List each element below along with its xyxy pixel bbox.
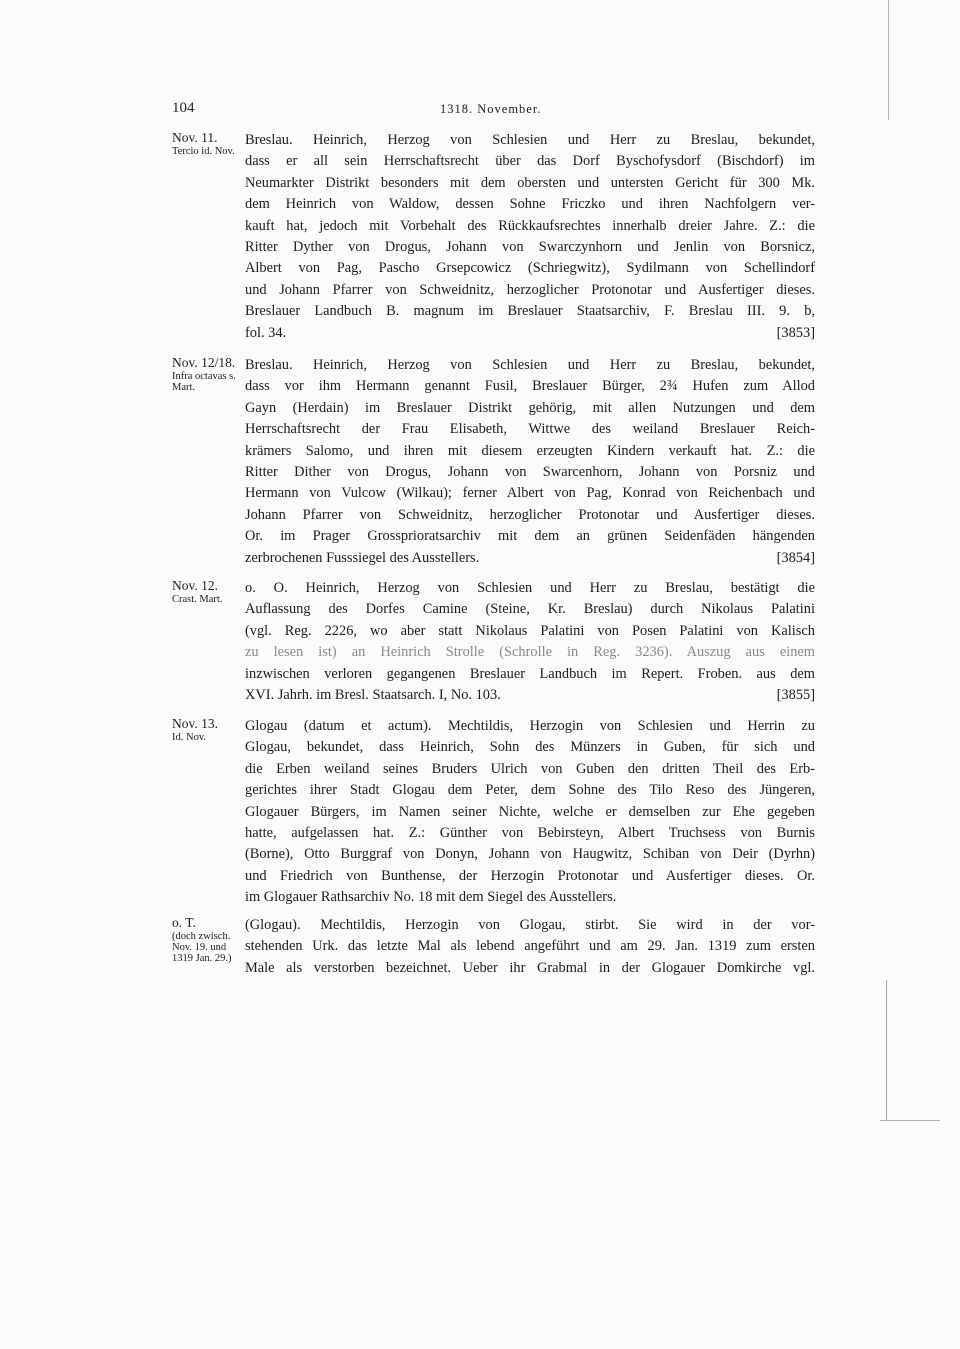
entry-feast-day: Tercio id. Nov.	[172, 146, 235, 157]
text-line: Breslau. Heinrich, Herzog von Schlesien und Herr zu Breslau, bekundet,	[245, 132, 815, 148]
register-number: [3855]	[776, 687, 815, 704]
entry-date: Nov. 13.	[172, 716, 218, 731]
text-line: (Borne), Otto Burggraf von Donyn, Johann von Haugwitz, Schiban von Deir (Dyrhn)	[245, 846, 815, 863]
text-line: hatte, aufgelassen hat. Z.: Günther von Bebirsteyn, Albert Truchsess von Burnis	[245, 825, 815, 842]
entry-date: Nov. 12.	[172, 578, 218, 593]
text-line: die Erben weiland seines Bruders Ulrich von Guben den dritten Theil des Erb-	[245, 760, 815, 777]
entry-feast-day: Infra octavas s. Mart.	[172, 371, 236, 393]
text-line: und Friedrich von Bunthense, der Herzogin Protonotar und Ausfertiger dieses. Or.	[245, 867, 815, 884]
entry-date-margin	[172, 355, 246, 393]
entry-date-margin	[172, 716, 246, 743]
text-line: Albert von Pag, Pascho Grsepcowicz (Schriegwitz), Sydilmann von Schellindorf	[245, 260, 815, 277]
text-line: Ritter Dither von Drogus, Johann von Swarcenhorn, Johann von Porsniz und	[245, 464, 815, 481]
entry-text	[245, 716, 815, 909]
text-line: Gayn (Herdain) im Breslauer Distrikt gehörig, mit allen Nutzungen und dem	[245, 399, 815, 416]
text-line: (Glogau). Mechtildis, Herzogin von Glogau, stirbt. Sie wird in der vor-	[245, 917, 815, 933]
entry-feast-day: Id. Nov.	[172, 732, 207, 743]
regest-entry	[172, 578, 815, 706]
entry-date-margin	[172, 578, 246, 605]
running-head: 1318. November.	[440, 102, 542, 116]
text-line: Glogauer Bürgers, im Namen seiner Nichte, welche er demselben zur Ehe gegeben	[245, 803, 815, 820]
text-line: dem Heinrich von Waldow, dessen Sohne Friczko und ihren Nachfolgern ver-	[245, 196, 815, 213]
text-line: Herrschaftsrecht der Frau Elisabeth, Wittwe des weiland Breslauer Reich-	[245, 421, 815, 438]
regest-entry	[172, 915, 815, 979]
entry-text	[245, 355, 815, 569]
text-line: dass vor ihm Hermann genannt Fusil, Breslauer Bürger, 2¾ Hufen zum Allod	[245, 378, 815, 395]
text-line: Glogau (datum et actum). Mechtildis, Herzogin von Schlesien und Herrin zu	[245, 718, 815, 734]
text-line: (vgl. Reg. 2226, wo aber statt Nikolaus Palatini von Posen Palatini von Kalisch	[245, 622, 815, 639]
entry-date: Nov. 12/18.	[172, 355, 236, 370]
register-number: [3854]	[776, 549, 815, 566]
text-line: dass er all sein Herrschaftsrecht über das Dorf Byschofysdorf (Bischdorf) im	[245, 153, 815, 170]
text-line: Breslau. Heinrich, Herzog von Schlesien und Herr zu Breslau, bekundet,	[245, 357, 815, 373]
text-line: und Johann Pfarrer von Schweidnitz, herzoglicher Protonotar und Ausfertiger dieses.	[245, 281, 815, 298]
entry-feast-day: Crast. Mart.	[172, 594, 223, 605]
scan-edge-line	[888, 0, 889, 120]
text-line-last	[245, 548, 815, 569]
text-line: Or. im Prager Grossprioratsarchiv mit dem an grünen Seidenfäden hängenden	[245, 528, 815, 545]
text-line-faded: zu lesen ist) an Heinrich Strolle (Schrolle in Reg. 3236). Auszug aus einem	[245, 644, 815, 661]
entry-text	[245, 915, 815, 979]
text-line: im Glogauer Rathsarchiv No. 18 mit dem Siegel des Ausstellers.	[245, 889, 617, 906]
entry-text	[245, 578, 815, 706]
entry-date-margin	[172, 130, 246, 157]
page-header	[172, 100, 812, 126]
text-line: Breslauer Landbuch B. magnum im Breslauer Staatsarchiv, F. Breslau III. 9. b,	[245, 303, 815, 320]
text-line: fol. 34.	[245, 324, 287, 341]
register-number: [3853]	[776, 324, 815, 341]
text-line: kauft hat, jedoch mit Vorbehalt des Rückkaufsrechtes innerhalb dreier Jahre. Z.: die	[245, 217, 815, 234]
text-line: Johann Pfarrer von Schweidnitz, herzoglicher Protonotar und Ausfertiger dieses.	[245, 506, 815, 523]
entry-feast-day: (doch zwisch. Nov. 19. und 1319 Jan. 29.)	[172, 931, 232, 964]
page-number: 104	[172, 100, 195, 116]
regest-entry	[172, 130, 815, 344]
entry-date: o. T.	[172, 915, 196, 930]
text-line: inzwischen verloren gegangenen Breslauer Landbuch im Repert. Froben. aus dem	[245, 665, 815, 682]
text-line-last	[245, 323, 815, 344]
text-line: gerichtes ihrer Stadt Glogau dem Peter, dem Sohne des Tilo Reso des Jüngeren,	[245, 782, 815, 799]
text-line: Hermann von Vulcow (Wilkau); ferner Albert von Pag, Konrad von Reichenbach und	[245, 485, 815, 502]
text-line-last	[245, 685, 815, 706]
regest-entry	[172, 355, 815, 569]
text-line: krämers Salomo, und ihren mit diesem erzeugten Kindern verkauft hat. Z.: die	[245, 442, 815, 459]
entry-date-margin	[172, 915, 246, 964]
text-line: Ritter Dyther von Drogus, Johann von Swarczynhorn und Jenlin von Borsnicz,	[245, 239, 815, 256]
text-line: Auflassung des Dorfes Camine (Steine, Kr. Breslau) durch Nikolaus Palatini	[245, 601, 815, 618]
scan-edge-line	[880, 1120, 940, 1121]
scan-edge-line	[886, 980, 887, 1120]
text-line: Male als verstorben bezeichnet. Ueber ihr Grabmal in der Glogauer Domkirche vgl.	[245, 959, 815, 976]
entry-text	[245, 130, 815, 344]
text-line: stehenden Urk. das letzte Mal als lebend angeführt und am 29. Jan. 1319 zum ersten	[245, 938, 815, 955]
text-line: XVI. Jahrh. im Bresl. Staatsarch. I, No. 103.	[245, 687, 501, 704]
entry-date: Nov. 11.	[172, 130, 218, 145]
text-line: o. O. Heinrich, Herzog von Schlesien und Herr zu Breslau, bestätigt die	[245, 580, 815, 596]
text-line: Glogau, bekundet, dass Heinrich, Sohn des Münzers in Guben, für sich und	[245, 739, 815, 756]
text-line: zerbrochenen Fusssiegel des Ausstellers.	[245, 549, 480, 566]
text-line: Neumarkter Distrikt besonders mit dem obersten und untersten Gericht für 300 Mk.	[245, 174, 815, 191]
regest-entry	[172, 716, 815, 909]
